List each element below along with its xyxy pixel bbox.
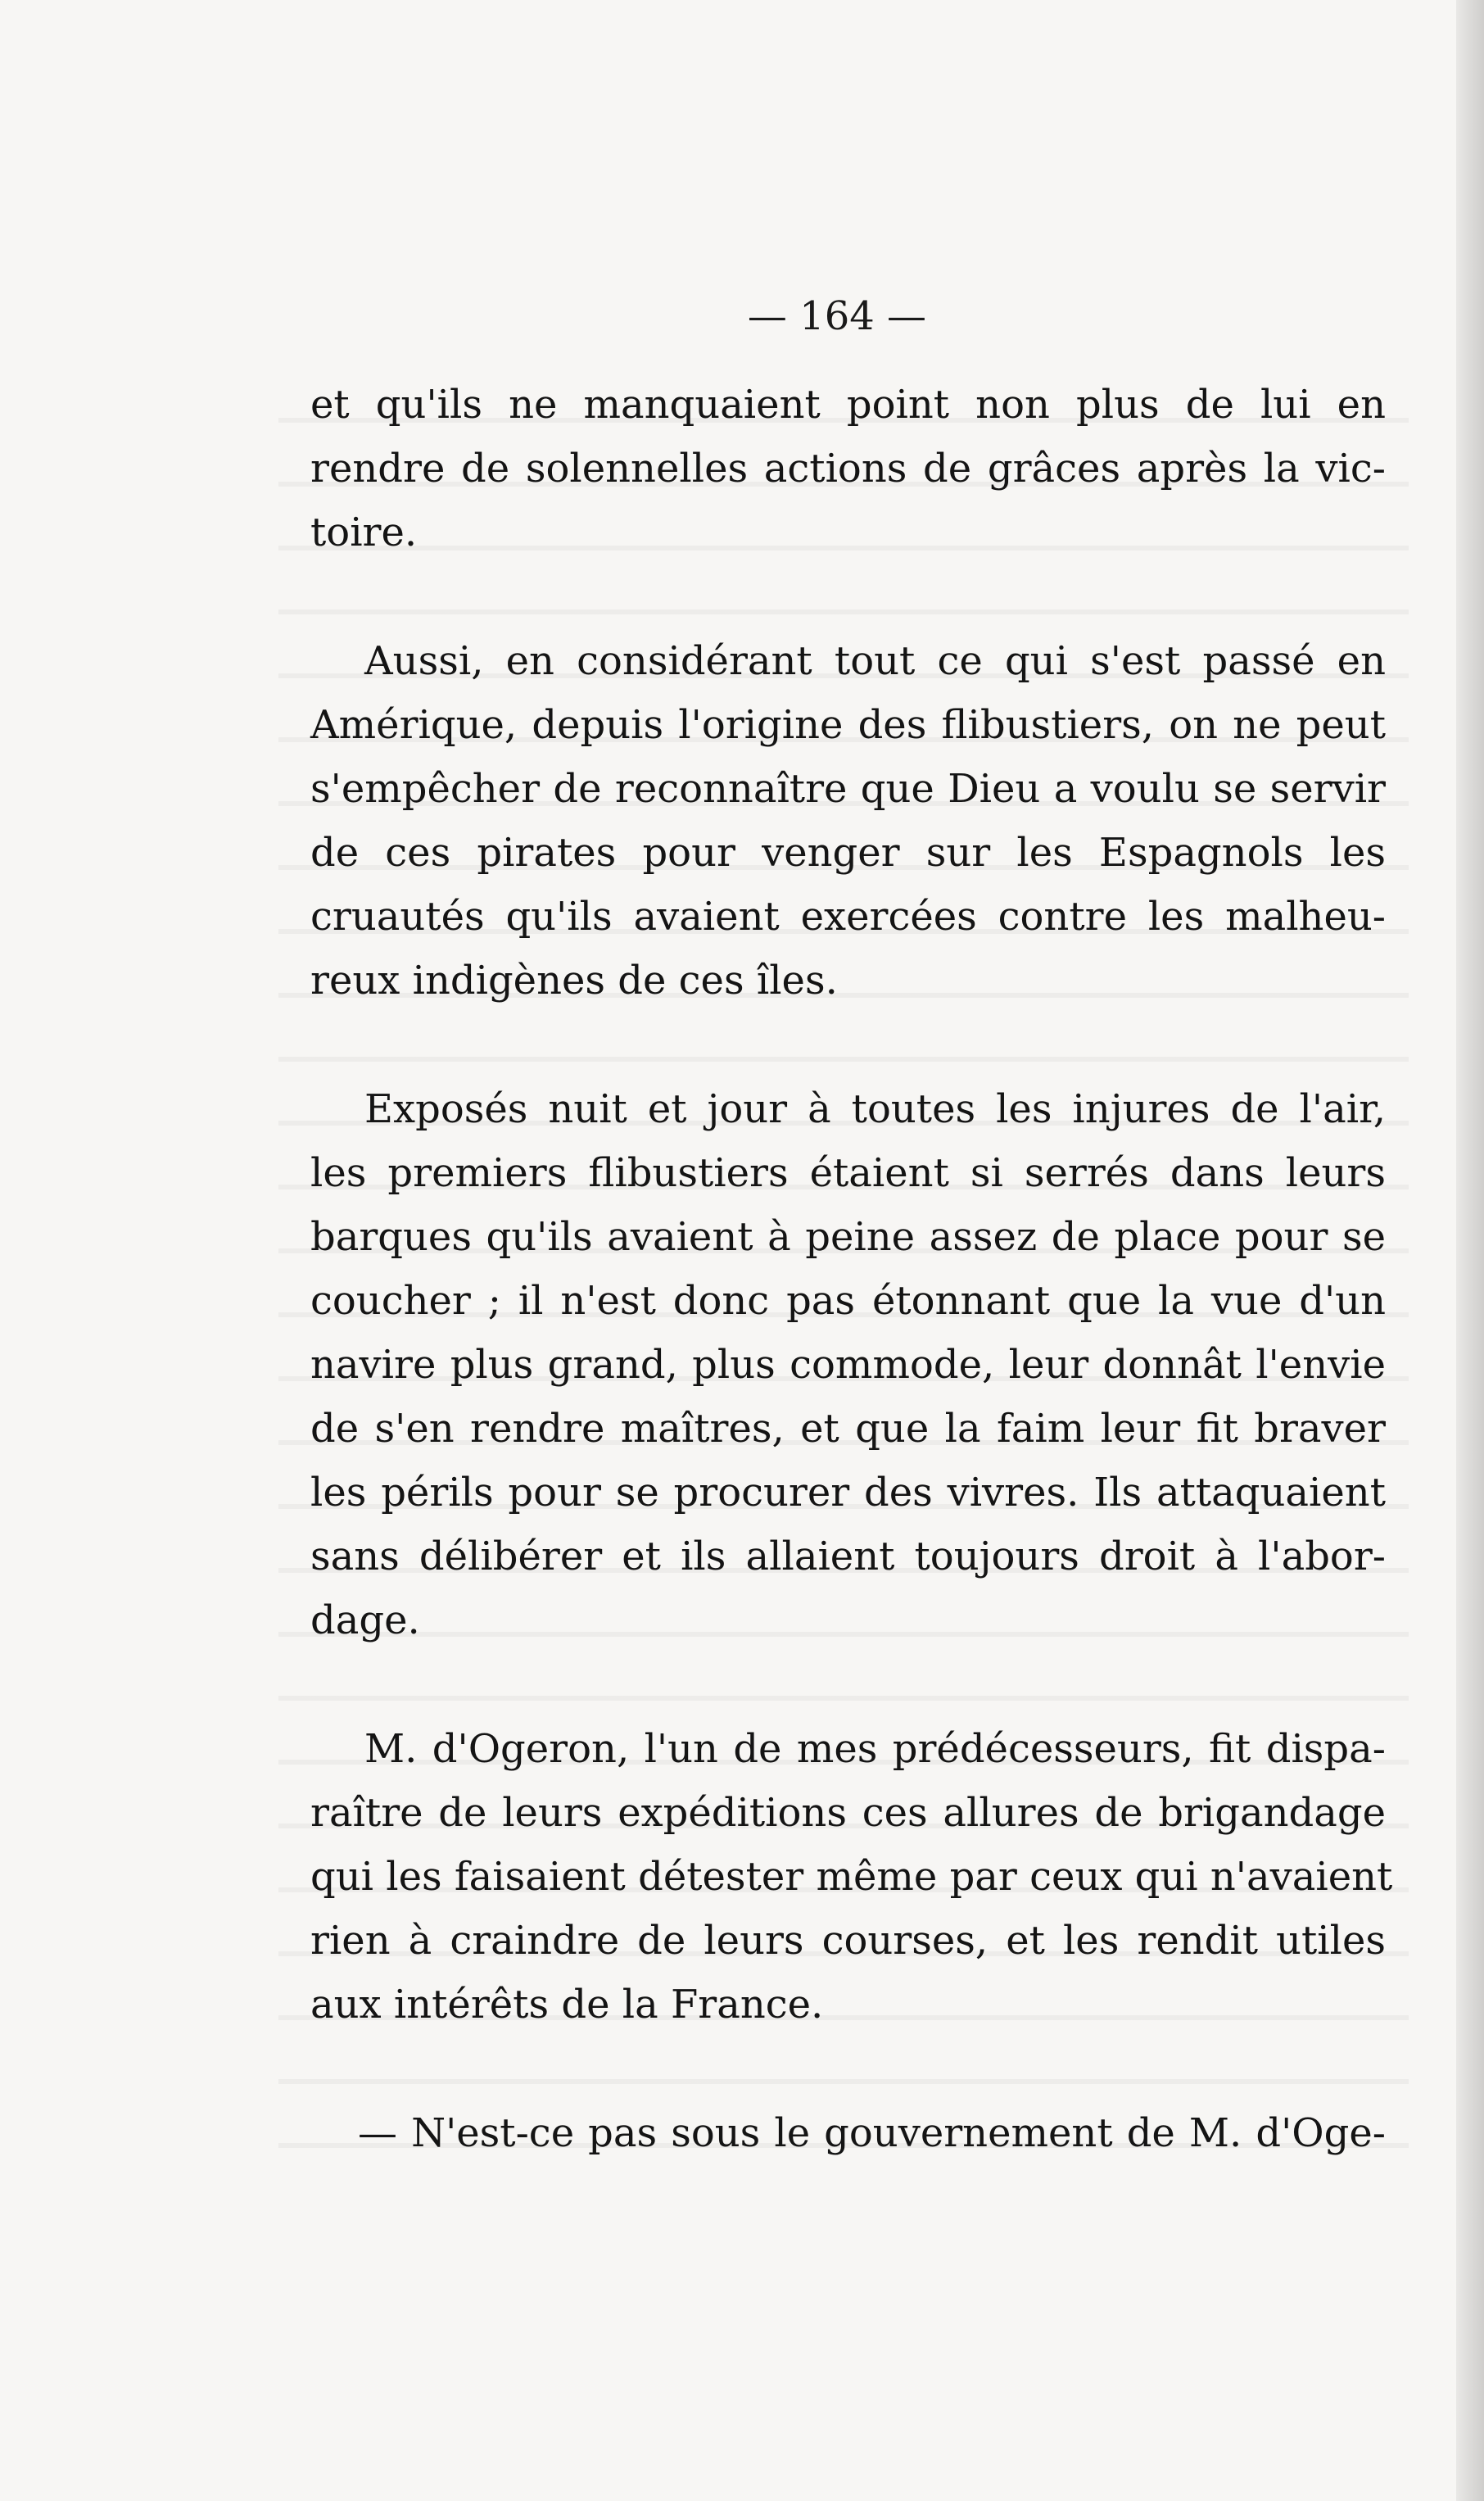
text-line: rendre de solennelles actions de grâces après la vic- (310, 446, 1386, 492)
text-line: navire plus grand, plus commode, leur donnât l'envie (310, 1342, 1386, 1388)
text-line: reux indigènes de ces îles. (310, 958, 838, 1004)
text-line: et qu'ils ne manquaient point non plus de lui en (310, 382, 1386, 428)
text-line: Aussi, en considérant tout ce qui s'est passé en (364, 638, 1386, 684)
text-line: sans délibérer et ils allaient toujours droit à l'abor- (310, 1534, 1386, 1579)
text-line: toire. (310, 510, 418, 555)
text-line: raître de leurs expéditions ces allures de brigandage (310, 1790, 1386, 1836)
text-line: Amérique, depuis l'origine des flibustiers, on ne peut (310, 702, 1386, 748)
text-line: aux intérêts de la France. (310, 1982, 824, 2028)
text-line: Exposés nuit et jour à toutes les injures de l'air, (364, 1086, 1386, 1132)
text-line: — N'est-ce pas sous le gouvernement de M. d'Oge- (358, 2110, 1386, 2156)
paragraph-5 (310, 2101, 1386, 2165)
text-line: de s'en rendre maîtres, et que la faim leur fit braver (310, 1406, 1386, 1452)
paragraph-4 (310, 1717, 1393, 2037)
text-line: les périls pour se procurer des vivres. Ils attaquaient (310, 1470, 1386, 1516)
text-line: M. d'Ogeron, l'un de mes prédécesseurs, fit dispa- (364, 1726, 1386, 1772)
text-line: barques qu'ils avaient à peine assez de place pour se (310, 1214, 1386, 1260)
paragraph-3 (310, 1077, 1386, 1652)
text-line: cruautés qu'ils avaient exercées contre les malheu- (310, 894, 1386, 940)
text-line: rien à craindre de leurs courses, et les rendit utiles (310, 1918, 1386, 1964)
body-text (310, 373, 1393, 2230)
paragraph-2 (310, 629, 1386, 1013)
text-line: de ces pirates pour venger sur les Espagnols les (310, 830, 1386, 876)
page-edge (1456, 0, 1484, 2501)
text-line: dage. (310, 1597, 420, 1643)
text-line: les premiers flibustiers étaient si serrés dans leurs (310, 1150, 1386, 1196)
page-number: — 164 — (747, 293, 927, 339)
text-line: coucher ; il n'est donc pas étonnant que la vue d'un (310, 1278, 1386, 1324)
text-line: s'empêcher de reconnaître que Dieu a voulu se servir (310, 766, 1386, 812)
text-line: qui les faisaient détester même par ceux qui n'avaient (310, 1854, 1393, 1900)
paragraph-1 (310, 373, 1386, 564)
